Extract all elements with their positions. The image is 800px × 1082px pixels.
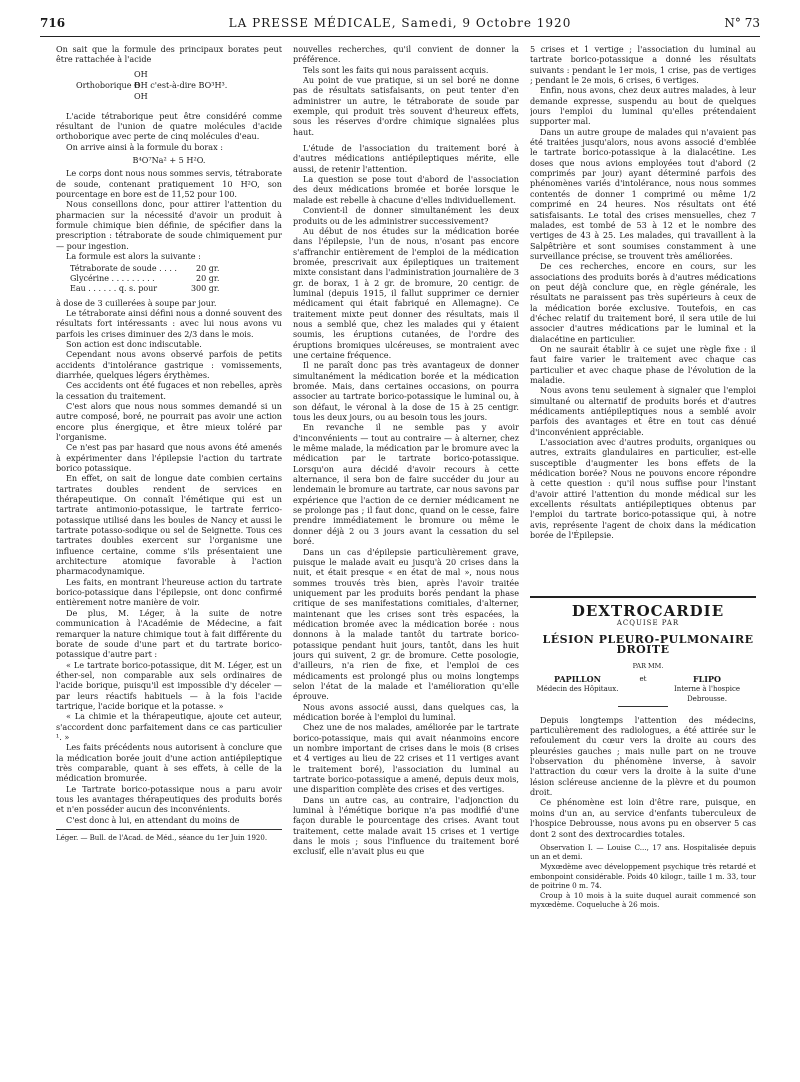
paragraph: Au début de nos études sur la médication borée dans l'épilepsie, l'un de nous, n'osant pas encore s'affranchir entièrement de l'emploi de la médication bromée, prescrivait aux épileptiques un traitement mixte consistant dans l'administration journalière de 3 gr. de borax, 1 à 2 gr. de bromure, 20 centigr. de luminal (depuis 1915, il fallut supprimer ce dernier médicament qui était fabriqué en Allemagne). Ce traitement mixte peut donner des résultats, mais il nous a semblé que, chez les malades qui y étaient soumis, les éruptions cutanées, de l'ordre des éruptions bromiques ulcéreuses, se montraient avec une certaine fréquence. <box>293 225 519 360</box>
formula-left: Orthoborique B <box>76 79 141 90</box>
paragraph: Ce n'est pas par hasard que nous avons été amenés à expérimenter dans l'épilepsie l'action du tartrate borico potassique. <box>56 442 282 473</box>
rx-quantity: 20 gr. <box>196 273 220 283</box>
paragraph: Nous conseillons donc, pour attirer l'attention du pharmacien sur la nécessité d'avoir un produit à formule chimique bien définie, de spécifier dans la prescription : tétraborate de soude chimiquement pur — pour ingestion. <box>56 199 282 251</box>
footnote-divider <box>56 829 282 830</box>
page-number: 716 <box>40 16 66 30</box>
issue-number: N° 73 <box>724 16 760 30</box>
table-row <box>70 284 223 294</box>
article-divider <box>530 596 756 598</box>
author-2-role: Interne à l'hospice Debrousse. <box>673 685 741 704</box>
article-acquise: ACQUISE PAR <box>616 619 680 628</box>
paragraph: Chez une de nos malades, améliorée par le tartrate borico-potassique, mais qui avait néanmoins encore un nombre important de crises dans le mois (8 crises et 4 vertiges au lieu de 22 crises et 11 vertiges avant le traitement boré), l'association du luminal au tartrate borico-potassique a amené, depuis deux mois, une disparition complète des crises et des vertiges. <box>293 722 519 795</box>
column-2 <box>293 44 519 1064</box>
rx-ingredient: Eau . . . . . . q. s. pour <box>70 283 158 293</box>
article-par: PAR MM. <box>632 662 664 671</box>
paragraph: Nous avons associé aussi, dans quelques cas, la médication borée à l'emploi du luminal. <box>293 701 519 722</box>
paragraph: nouvelles recherches, qu'il convient de donner la préférence. <box>293 44 519 65</box>
paragraph: Le tétraborate ainsi défini nous a donné souvent des résultats fort intéressants : avec lui nous avons vu parfois les crises diminuer des 2/3 dans le mois. <box>56 307 282 339</box>
paragraph: De ces recherches, encore en cours, sur les associations des produits borés à d'autres médications on peut déjà conclure que, en règle générale, les résultats ne paraissent pas très supérieurs à ceux de la médication borée exclusive. Toutefois, en cas d'échec relatif du traitement boré, il sera utile de lui associer d'autres médications par le luminal et la dialacétine en particulier. <box>530 261 756 344</box>
paragraph: L'acide tétraborique peut être considéré comme résultant de l'union de quatre molécules d'acide orthoborique avec perte de cinq molécules d'eau. <box>56 110 282 142</box>
prescription-table <box>70 264 223 294</box>
borax-formula: B⁴O⁷Na² + 5 H²O. <box>132 155 206 166</box>
orthoboric-formula <box>76 69 282 105</box>
footnote: Léger. — Bull. de l'Acad. de Méd., séance du 1er Juin 1920. <box>56 834 268 843</box>
paragraph: Son action est donc indiscutable. <box>66 338 202 349</box>
paragraph: On sait que la formule des principaux borates peut être rattachée à l'acide <box>56 44 282 65</box>
paragraph: En revanche il ne semble pas y avoir d'inconvénients — tout au contraire — à alterner, chez le même malade, la médication par le bromure avec la médication par le tartrate borico-potassique. Lorsqu'on aura décidé d'avoir recours à cette alternance, il sera bon de faire succéder du jour au lendemain le bromure au tartrate, car nous savons par expérience que l'action de ce dernier médicament ne se prolonge pas ; il faut donc, quand on le cesse, faire prendre immédiatement le bromure ou même le donner déjà 2 ou 3 jours avant la cessation du sel boré. <box>293 422 519 547</box>
paragraph: Depuis longtemps l'attention des médecins, particulièrement des radiologues, a été attirée sur le refoulement du cœur vers la droite au cours des pleurésies gauches ; mais nulle part on ne trouve l'observation du phénomène inverse, à savoir l'attraction du cœur vers la droite à la suite d'une lésion scléreuse ancienne de la plèvre et du poumon droit. <box>530 714 756 798</box>
short-rule <box>618 706 668 707</box>
formula-oh-3: OH <box>134 90 148 101</box>
observation-text: Croup à 10 mois à la suite duquel aurait commencé son myxœdème. Coqueluche à 26 mois. <box>530 890 756 910</box>
observation-text: Myxœdème avec développement psychique très retardé et embonpoint considérable. Poids 40 kilogr., taille 1 m. 33, tour de poitrine 0 m. 74. <box>530 862 756 891</box>
rx-ingredient: Glycérine . . . . . . . . . <box>70 273 155 283</box>
formula-oh-1: OH <box>134 68 148 79</box>
paragraph: En effet, on sait de longue date combien certains tartrates doubles rendent de services en thérapeutique. On connaît l'émétique qui est un tartrate antimonio-potassique, le tartrate ferrico-potassique utilisé dans les boules de Nancy et aussi le tartrate potasso-sodique ou sel de Seignette. Tous ces tartrates doubles exercent sur l'organisme une influence certaine, comme s'ils présentaient une architecture atomique favorable à l'action pharmacodynamique. <box>56 473 282 577</box>
paragraph: Nous avons tenu seulement à signaler que l'emploi simultané ou alternatif de produits borés et d'autres médicaments antiépileptiques nous a semblé avoir parfois des avantages et être en tout cas dénué d'inconvénient appréciable. <box>530 385 756 437</box>
paragraph: Au point de vue pratique, si un sel boré ne donne pas de résultats satisfaisants, on peut tenter d'en administrer un autre, le tétraborate de soude par exemple, qui produit très souvent d'heureux effets, sous les réserves d'ordre chimique signalées plus haut. <box>293 75 519 137</box>
rx-quantity: 20 gr. <box>196 263 220 273</box>
author-2-name: FLIPO <box>692 673 722 684</box>
dextrocardie-article <box>530 602 756 910</box>
author-2 <box>658 674 756 705</box>
author-1-name: PAPILLON <box>554 673 601 684</box>
table-row <box>70 264 223 274</box>
paragraph: « La chimie et la thérapeutique, ajoute cet auteur, s'accordent donc parfaitement dans ce cas particulier ¹. » <box>56 711 282 742</box>
authors <box>530 673 756 704</box>
observation-heading: Observation I. — Louise C..., 17 ans. Hospitalisée depuis un an et demi. <box>530 842 756 862</box>
paragraph: Ce phénomène est loin d'être rare, puisque, en moins d'un an, au service d'enfants tuberculeux de l'hospice Debrousse, nous avons pu en observer 5 cas dont 2 sont des dextrocardies totales. <box>530 797 756 839</box>
paragraph: à dose de 3 cuillerées à soupe par jour. <box>56 297 217 308</box>
rx-ingredient: Tétraborate de soude . . . . <box>70 263 177 273</box>
paragraph: La question se pose tout d'abord de l'association des deux médications bromée et borée lorsque le malade est rebelle à chacune d'elles individuellement. <box>293 174 519 205</box>
paragraph: Enfin, nous avons, chez deux autres malades, à leur demande expresse, suspendu au bout de quelques jours l'emploi du luminal qu'elles prétendaient supporter mal. <box>530 85 756 127</box>
paragraph: C'est alors que nous nous sommes demandé si un autre composé, boré, ne pourrait pas avoir une action encore plus énergique, et être mieux toléré par l'organisme. <box>56 400 282 442</box>
paragraph: Tels sont les faits qui nous paraissent acquis. <box>303 64 489 75</box>
table-row <box>70 274 223 284</box>
paragraph: Le corps dont nous nous sommes servis, tétraborate de soude, contenant pratiquement 10 H²O, son pourcentage en bore est de 11,52 pour 100. <box>56 168 282 200</box>
rx-quantity: 300 gr. <box>190 283 220 293</box>
paragraph: Convient-il de donner simultanément les deux produits ou de les administrer successivement? <box>293 205 519 226</box>
paragraph: On arrive ainsi à la formule du borax : <box>66 141 223 152</box>
paragraph: La formule est alors la suivante : <box>66 251 201 262</box>
article-subtitle: LÉSION PLEURO-PULMONAIRE DROITE <box>542 632 754 657</box>
paragraph: Dans un autre cas, au contraire, l'adjonction du luminal à l'émétique borique n'a pas modifié d'une façon durable le pourcentage des crises. Avant tout traitement, cette malade avait 15 crises et 1 vertige dans le mois ; sous l'influence du traitement boré exclusif, elle n'avait plus eu que <box>293 794 519 857</box>
column-3 <box>530 44 756 604</box>
paragraph: « Le tartrate borico-potassique, dit M. Léger, est un éther-sel, non comparable aux sels ordinaires de l'acide borique, puisqu'il est impossible d'y déceler — par leurs réactifs habituels — à la fois l'acide tartrique, l'acide borique et la potasse. » <box>56 659 282 711</box>
paragraph: Cependant nous avons observé parfois de petits accidents d'intolérance gastrique : vomissements, diarrhée, quelques légers érythèmes. <box>56 349 282 380</box>
journal-title: LA PRESSE MÉDICALE, Samedi, 9 Octobre 1920 <box>228 16 572 30</box>
paragraph: De plus, M. Léger, à la suite de notre communication à l'Académie de Médecine, a fait remarquer la nature chimique tout à fait différente du borate de soude d'une part et du tartrate borico-potassique d'autre part : <box>56 607 282 660</box>
paragraph: C'est donc à lui, en attendant du moins de <box>66 814 240 825</box>
formula-oh-2: OH c'est-à-dire BO³H³. <box>134 79 228 90</box>
paragraph: Dans un cas d'épilepsie particulièrement grave, puisque le malade avait eu jusqu'à 20 crises dans la nuit, et était presque « en état de mal », nous nous sommes trouvés très bien, après l'avoir traitée uniquement par les produits borés pendant la phase critique de ses manifestations comitiales, d'alterner, maintenant que les crises sont très espacées, la médication bromée avec la médication borée : nous donnons à la malade tantôt du tartrate borico-potassique pendant huit jours, tantôt, dans les huit jours qui suivent, 2 gr. de bromure. Cette posologie, d'ailleurs, n'a rien de fixe, et l'emploi de ces médicaments est prolongé plus ou moins longtemps selon l'état de la malade et l'amélioration qu'elle éprouve. <box>293 546 519 702</box>
authors-et: et <box>639 674 647 683</box>
paragraph: 5 crises et 1 vertige ; l'association du luminal au tartrate borico-potassique a donné les résultats suivants : pendant le 1er mois, 1 crise, pas de vertiges ; pendant le 2e mois, 6 crises, 6 vertiges. <box>530 44 756 86</box>
page-header <box>40 14 760 37</box>
paragraph: Dans un autre groupe de malades qui n'avaient pas été traitées jusqu'alors, nous avons associé d'emblée le tartrate borico-potassique à la dialacétine. Les doses que nous avions employées tout d'abord (2 comprimés par jour) ayant déterminé parfois des phénomènes variés d'intolérance, nous nous sommes contentés de donner 1 comprimé ou même 1/2 comprimé en 24 heures. Nos résultats ont été satisfaisants. Le total des crises mensuelles, chez 7 malades, est tombé de 53 à 12 et le nombre des vertiges de 43 à 25. Les malades, qui travaillent à la Salpêtrière et sont soumises constamment à une surveillance précise, se trouvent très améliorées. <box>530 126 756 261</box>
paragraph: Il ne paraît donc pas très avantageux de donner simultanément la médication borée et la médication bromée. Mais, dans certaines occasions, on pourra associer au tartrate borico-potassique le luminal ou, à son défaut, le véronal à la dose de 15 à 25 centigr. tous les deux jours, ou au besoin tous les jours. <box>293 360 519 423</box>
paragraph: Le Tartrate borico-potassique nous a paru avoir tous les avantages thérapeutiques des produits borés et n'en posséder aucun des inconvénients. <box>56 783 282 815</box>
paragraph: Ces accidents ont été fugaces et non rebelles, après la cessation du traitement. <box>56 380 282 401</box>
author-1-role: Médecin des Hôpitaux. <box>536 685 619 694</box>
author-1 <box>530 674 625 695</box>
article-title: DEXTROCARDIE <box>571 602 725 620</box>
column-1 <box>56 44 282 1064</box>
paragraph: Les faits précédents nous autorisent à conclure que la médication borée jouit d'une action antiépileptique très comparable, quant à ses effets, à celle de la médication bromurée. <box>56 742 282 784</box>
paragraph: Les faits, en montrant l'heureuse action du tartrate borico-potassique dans l'épilepsie, ont donc confirmé entièrement notre manière de voir. <box>56 576 282 608</box>
paragraph: L'association avec d'autres produits, organiques ou autres, extraits glandulaires en particulier, est-elle susceptible d'augmenter les bons effets de la médication borée? Nous ne pouvons encore répondre à cette question : qu'il nous suffise pour l'instant d'avoir attiré l'attention du monde médical sur les excellents résultats antiépileptiques obtenus par l'emploi du tartrate borico-potassique qui, à notre avis, représente l'agent de choix dans la médication borée de l'Épilepsie. <box>530 437 756 541</box>
paragraph: L'étude de l'association du traitement boré à d'autres médications antiépileptiques mérite, elle aussi, de retenir l'attention. <box>293 143 519 174</box>
paragraph: On ne saurait établir à ce sujet une règle fixe : il faut faire varier le traitement avec chaque cas particulier et avec chaque phase de l'évolution de la maladie. <box>530 343 756 385</box>
